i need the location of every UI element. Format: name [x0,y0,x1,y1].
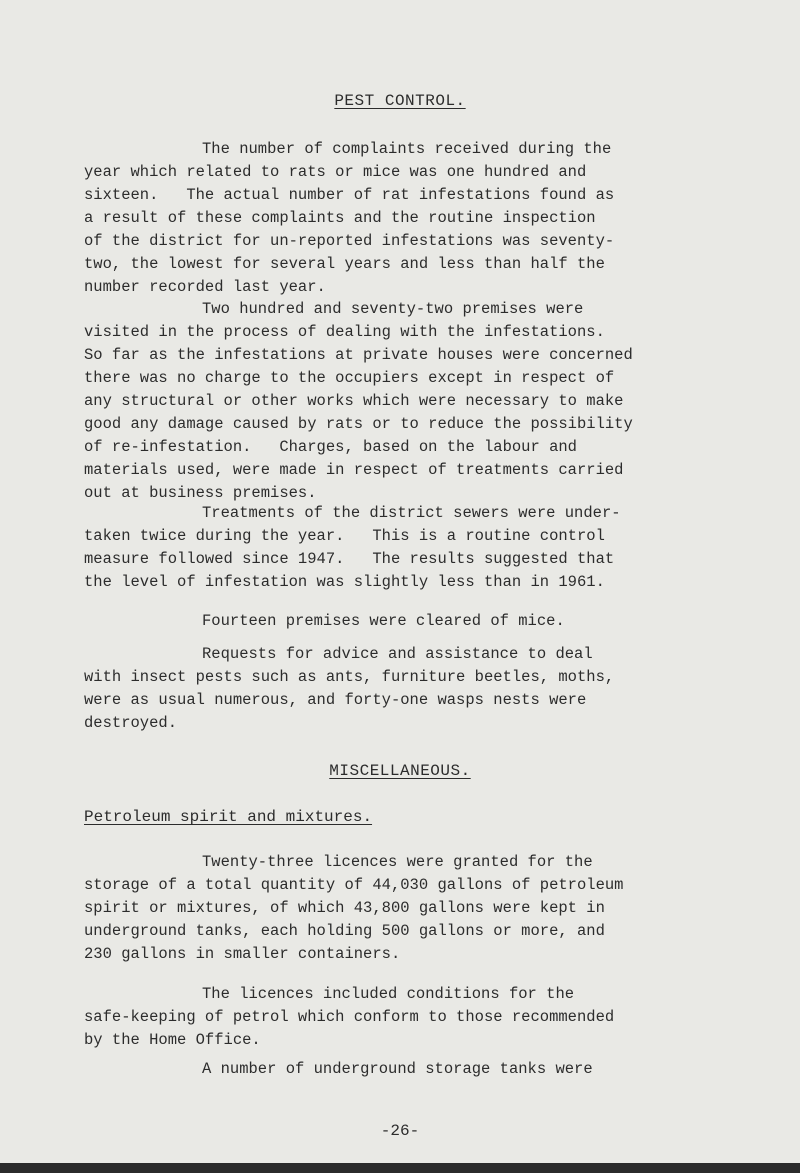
page-number: -26- [380,1122,420,1140]
pest-control-paragraph-2: Two hundred and seventy-two premises were visited in the process of dealing with the infestations. So far as the infestations at private houses were concerned there was no charge to the occupiers except in respect of any structural or other works which were necessary to make good any damage caused by rats or to reduce the possibility of re-infestation. Charges, based on the labour and materials used, were made in respect of treatments carried out at business premises. [84,300,633,502]
pest-control-paragraph-5: Requests for advice and assistance to deal with insect pests such as ants, furniture beetles, moths, were as usual numerous, and forty-one wasps nests were destroyed. [84,645,615,732]
pest-control-paragraph-1: The number of complaints received during the year which related to rats or mice was one hundred and sixteen. The actual number of rat infestations found as a result of these complaints and the routine inspection of the district for un-reported infestations was seventy- two, the lowest for several years and less than half the number recorded last year. [84,140,615,296]
petroleum-paragraph-1: Twenty-three licences were granted for the storage of a total quantity of 44,030 gallons of petroleum spirit or mixtures, of which 43,800 gallons were kept in underground tanks, each holding 500 gallons or more, and 230 gallons in smaller containers. [84,853,624,963]
pest-control-paragraph-4: Fourteen premises were cleared of mice. [202,612,565,630]
pest-control-paragraph-3: Treatments of the district sewers were under- taken twice during the year. This is a routine control measure followed since 1947. The results suggested that the level of infestation was slightly less than in 1961. [84,504,621,591]
miscellaneous-heading: MISCELLANEOUS. [329,762,471,780]
petroleum-paragraph-2: The licences included conditions for the safe-keeping of petrol which conform to those recommended by the Home Office. [84,985,615,1049]
petroleum-subheading: Petroleum spirit and mixtures. [84,808,373,826]
page-bottom-edge [0,1163,800,1173]
petroleum-paragraph-3: A number of underground storage tanks were [202,1060,593,1078]
pest-control-heading: PEST CONTROL. [334,92,466,110]
